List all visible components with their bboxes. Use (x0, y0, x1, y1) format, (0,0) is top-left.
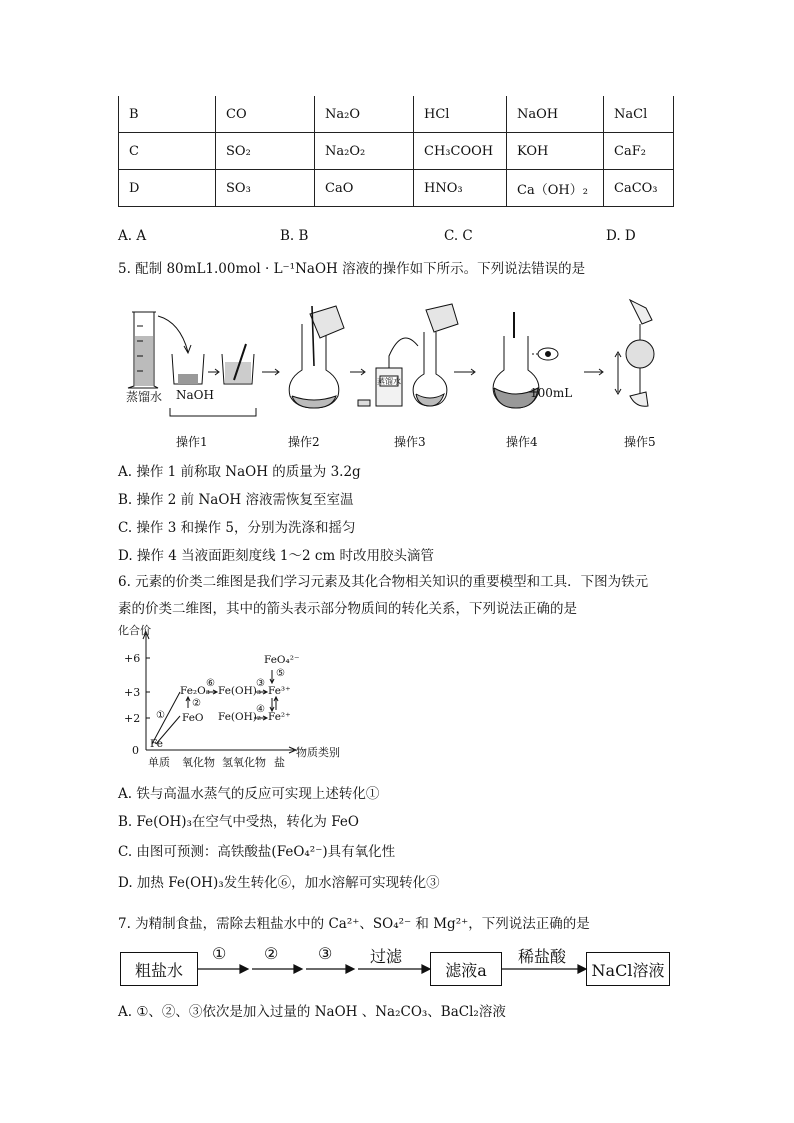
table-cell: HNO₃ (414, 170, 507, 207)
mark-5: ⑤ (276, 668, 285, 679)
table-cell: Ca（OH）₂ (507, 170, 604, 207)
x-tick-element: 单质 (148, 756, 170, 769)
q5-option-d[interactable]: D. 操作 4 当液面距刻度线 1～2 cm 时改用胶头滴管 (118, 548, 435, 564)
q7-option-a[interactable]: A. ①、②、③依次是加入过量的 NaOH 、Na₂CO₃、BaCl₂溶液 (118, 1004, 506, 1020)
table-cell: B (119, 96, 216, 133)
op3-label: 操作3 (394, 435, 426, 449)
y-tick-plus3: +3 (124, 686, 141, 699)
flow-step-3: ③ (318, 944, 333, 963)
q6-valence-diagram (118, 622, 340, 772)
label-100ml: 100mL (530, 386, 573, 400)
species-fe: Fe (150, 738, 163, 750)
table-row (119, 96, 674, 133)
table-cell: Na₂O₂ (315, 133, 414, 170)
table-cell: SO₃ (216, 170, 315, 207)
table-cell: CaCO₃ (604, 170, 674, 207)
op1-label: 操作1 (176, 435, 208, 449)
table-cell: CaO (315, 170, 414, 207)
label-wash-bottle: 蒸馏水 (377, 377, 401, 386)
q5-figure (118, 296, 678, 452)
q6-option-c[interactable]: C. 由图可预测：高铁酸盐(FeO₄²⁻)具有氧化性 (118, 844, 396, 860)
table-cell: D (119, 170, 216, 207)
table-cell: NaCl (604, 96, 674, 133)
table-cell: SO₂ (216, 133, 315, 170)
table-cell: NaOH (507, 96, 604, 133)
op5-label: 操作5 (624, 435, 656, 449)
op2-label: 操作2 (288, 435, 320, 449)
flow-crude-brine: 粗盐水 (120, 952, 198, 986)
q6-stem-line2: 素的价类二维图，其中的箭头表示部分物质间的转化关系，下列说法正确的是 (118, 601, 577, 617)
table-cell: CO (216, 96, 315, 133)
species-feo4: FeO₄²⁻ (264, 654, 300, 666)
label-distilled-water: 蒸馏水 (126, 390, 163, 404)
x-tick-oxide: 氧化物 (182, 756, 215, 769)
species-feoh2: Fe(OH)₂ (218, 711, 262, 723)
species-fe2plus: Fe²⁺ (268, 711, 291, 723)
species-feo: FeO (182, 712, 204, 724)
table-cell: Na₂O (315, 96, 414, 133)
y-axis-title: 化合价 (118, 624, 151, 637)
q4-option-b[interactable]: B. B (280, 228, 309, 244)
mark-3: ③ (256, 678, 265, 689)
chem-table (118, 96, 674, 207)
mark-4: ④ (256, 704, 265, 715)
table-cell: CaF₂ (604, 133, 674, 170)
species-fe2o3: Fe₂O₃ (180, 685, 210, 697)
q7-stem: 7. 为精制食盐，需除去粗盐水中的 Ca²⁺、SO₄²⁻ 和 Mg²⁺，下列说法正确的是 (118, 916, 590, 932)
q5-stem: 5. 配制 80mL1.00mol · L⁻¹NaOH 溶液的操作如下所示。下列说法错误的是 (118, 261, 586, 277)
y-tick-zero: 0 (132, 744, 139, 757)
label-naoh: NaOH (176, 388, 214, 402)
table-cell: KOH (507, 133, 604, 170)
q6-stem-line1: 6. 元素的价类二维图是我们学习元素及其化合物相关知识的重要模型和工具．下图为铁元 (118, 574, 649, 590)
lab-procedure-illustration (118, 296, 678, 452)
q4-option-d[interactable]: D. D (606, 228, 636, 244)
q4-option-c[interactable]: C. C (444, 228, 473, 244)
flow-nacl-solution: NaCl溶液 (586, 952, 670, 986)
table-cell: HCl (414, 96, 507, 133)
q4-options (118, 228, 678, 246)
q6-option-b[interactable]: B. Fe(OH)₃在空气中受热，转化为 FeO (118, 814, 359, 830)
x-axis-title: 物质类别 (296, 746, 340, 759)
mark-6: ⑥ (206, 678, 215, 689)
y-tick-plus2: +2 (124, 712, 141, 725)
y-tick-plus6: +6 (124, 652, 141, 665)
flow-filtrate-a: 滤液a (430, 952, 502, 986)
table-cell: CH₃COOH (414, 133, 507, 170)
op4-label: 操作4 (506, 435, 538, 449)
flow-step-2: ② (264, 944, 279, 963)
mark-1: ① (156, 710, 165, 721)
flow-step-1: ① (212, 944, 227, 963)
q6-option-d[interactable]: D. 加热 Fe(OH)₃发生转化⑥，加水溶解可实现转化③ (118, 875, 440, 891)
species-feoh3: Fe(OH)₃ (218, 685, 262, 697)
flow-filter-label: 过滤 (370, 947, 403, 966)
mark-2: ② (192, 698, 201, 709)
q6-option-a[interactable]: A. 铁与高温水蒸气的反应可实现上述转化① (118, 786, 380, 802)
q5-option-b[interactable]: B. 操作 2 前 NaOH 溶液需恢复至室温 (118, 492, 354, 508)
table-row (119, 170, 674, 207)
table-row (119, 133, 674, 170)
x-tick-salt: 盐 (274, 756, 285, 769)
q5-option-c[interactable]: C. 操作 3 和操作 5，分别为洗涤和摇匀 (118, 520, 356, 536)
q4-option-a[interactable]: A. A (118, 228, 147, 244)
flow-acid-label: 稀盐酸 (518, 947, 567, 966)
species-fe3plus: Fe³⁺ (268, 685, 291, 697)
q5-option-a[interactable]: A. 操作 1 前称取 NaOH 的质量为 3.2g (118, 464, 361, 480)
table-cell: C (119, 133, 216, 170)
x-tick-hydroxide: 氢氧化物 (222, 756, 266, 769)
